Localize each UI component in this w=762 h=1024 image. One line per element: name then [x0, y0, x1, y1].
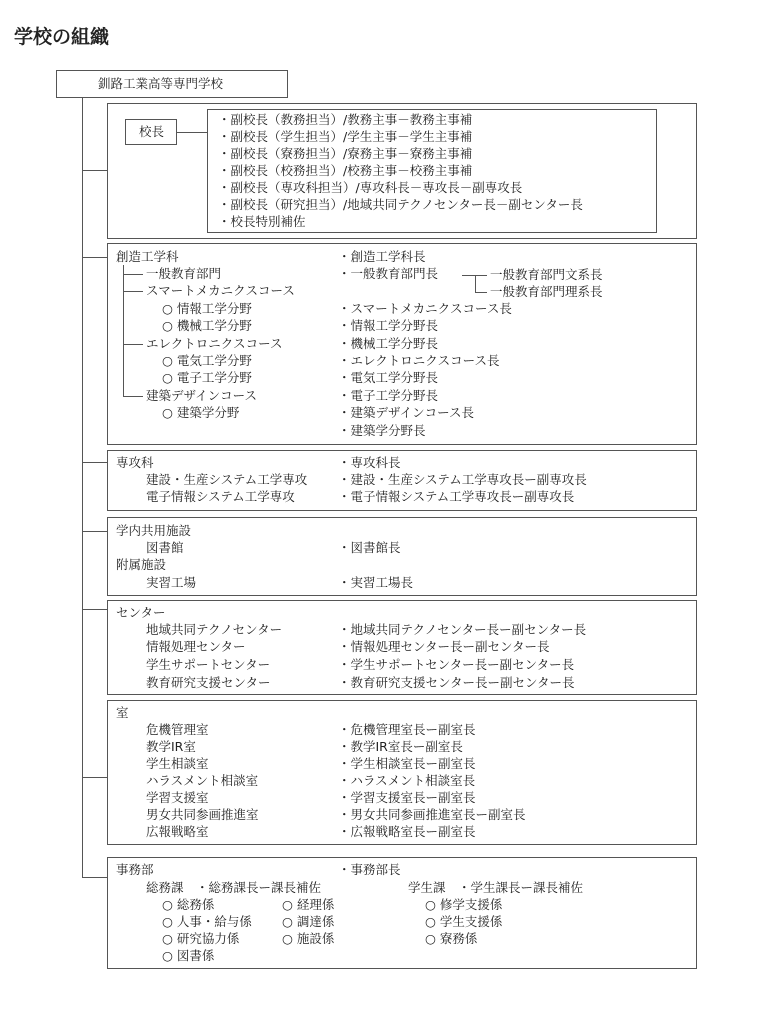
branch-facilities: [82, 531, 107, 532]
sub-connector: [475, 292, 487, 293]
facilities-right-item: ・図書館長: [338, 540, 401, 555]
rooms-right-item: ・広報戦略室長ー副室長: [338, 824, 476, 839]
general-section-item: ○ 総務係: [162, 897, 215, 912]
rooms-right-item: ・学生相談室長ー副室長: [338, 756, 476, 771]
creative-head: 創造工学科: [116, 249, 179, 264]
principal-item: ・副校長（寮務担当）/寮務主事－寮務主事補: [218, 146, 473, 161]
rooms-left-item: 危機管理室: [146, 722, 209, 737]
general-section-item: ○ 経理係: [282, 897, 335, 912]
creative-left-item: エレクトロニクスコース: [146, 336, 283, 351]
creative-left-item: ○ 機械工学分野: [162, 318, 252, 333]
facilities-right-item: ・実習工場長: [338, 575, 414, 590]
trunk-line: [82, 98, 83, 878]
advanced-head: 専攻科: [116, 455, 154, 470]
sub-connector-v: [475, 275, 476, 292]
rooms-left-item: 男女共同参画推進室: [146, 807, 259, 822]
branch-creative: [82, 257, 107, 258]
centers-left-item: 教育研究支援センター: [146, 675, 271, 690]
student-section-item: ○ 学生支援係: [425, 914, 503, 929]
tree-branch: [123, 291, 143, 292]
branch-advanced: [82, 462, 107, 463]
centers-right-item: ・地域共同テクノセンター長ー副センター長: [338, 622, 587, 637]
principal-item: ・校長特別補佐: [218, 214, 306, 229]
centers-left-item: 学生サポートセンター: [146, 657, 271, 672]
branch-rooms: [82, 777, 107, 778]
principal-connector: [177, 132, 207, 133]
creative-left-item: スマートメカニクスコース: [146, 283, 295, 298]
creative-right-item: ・電子工学分野長: [338, 388, 439, 403]
branch-centers: [82, 609, 107, 610]
creative-right-item: ・一般教育部門長: [338, 266, 439, 281]
creative-right-item: ・建築学分野長: [338, 423, 426, 438]
rooms-left-item: 学習支援室: [146, 790, 209, 805]
office-head: 事務部: [116, 862, 154, 877]
rooms-right-item: ・危機管理室長ー副室長: [338, 722, 476, 737]
creative-left-item: 一般教育部門: [146, 266, 222, 281]
general-affairs-line: 総務課 ・総務課長ー課長補佐: [146, 880, 322, 895]
tree-branch: [123, 344, 143, 345]
creative-right-item: ・建築デザインコース長: [338, 405, 475, 420]
page-title: 学校の組織: [14, 26, 110, 48]
advanced-left-item: 建設・生産システム工学専攻: [146, 472, 308, 487]
creative-right-item: ・情報工学分野長: [338, 318, 439, 333]
general-section-item: ○ 人事・給与係: [162, 914, 252, 929]
creative-left-item: 建築デザインコース: [146, 388, 258, 403]
rooms-right-item: ・ハラスメント相談室長: [338, 773, 476, 788]
branch-principal: [82, 170, 107, 171]
creative-right-item: ・エレクトロニクスコース長: [338, 353, 500, 368]
branch-office: [82, 877, 107, 878]
rooms-left-item: 学生相談室: [146, 756, 209, 771]
facilities-head: 学内共用施設: [116, 523, 192, 538]
creative-right-item: ・スマートメカニクスコース長: [338, 301, 512, 316]
general-section-item: ○ 施設係: [282, 931, 335, 946]
general-section-item: ○ 図書係: [162, 948, 215, 963]
principal-item: ・副校長（学生担当）/学生主事－学生主事補: [218, 129, 473, 144]
rooms-right-item: ・教学IR室長ー副室長: [338, 739, 463, 754]
general-section-item: ○ 研究協力係: [162, 931, 240, 946]
principal-label: 校長: [139, 124, 165, 139]
rooms-right-item: ・男女共同参画推進室長ー副室長: [338, 807, 526, 822]
centers-right-item: ・教育研究支援センター長ー副センター長: [338, 675, 575, 690]
student-affairs-line: 学生課 ・学生課長ー課長補佐: [408, 880, 584, 895]
rooms-head: 室: [116, 705, 129, 720]
rooms-left-item: ハラスメント相談室: [146, 773, 259, 788]
student-section-item: ○ 寮務係: [425, 931, 478, 946]
principal-item: ・副校長（教務担当）/教務主事－教務主事補: [218, 112, 473, 127]
creative-sub-item: 一般教育部門文系長: [490, 267, 603, 282]
advanced-right-item: ・電子情報システム工学専攻長ー副専攻長: [338, 489, 575, 504]
creative-right-item: ・機械工学分野長: [338, 336, 439, 351]
facilities-item: 実習工場: [146, 575, 197, 590]
creative-right-item: ・創造工学科長: [338, 249, 426, 264]
creative-right-item: ・電気工学分野長: [338, 370, 439, 385]
tree-branch: [123, 274, 143, 275]
school-name: 釧路工業高等専門学校: [98, 76, 224, 91]
centers-right-item: ・学生サポートセンター長ー副センター長: [338, 657, 575, 672]
office-head-right: ・事務部長: [338, 862, 401, 877]
advanced-left-item: 電子情報システム工学専攻: [146, 489, 295, 504]
advanced-right-item: ・専攻科長: [338, 455, 401, 470]
creative-left-item: ○ 電気工学分野: [162, 353, 252, 368]
facilities-item: 図書館: [146, 540, 184, 555]
centers-head: センター: [116, 605, 166, 620]
student-section-item: ○ 修学支援係: [425, 897, 503, 912]
creative-left-item: ○ 情報工学分野: [162, 301, 252, 316]
centers-right-item: ・情報処理センター長ー副センター長: [338, 639, 550, 654]
facilities-head: 附属施設: [116, 557, 167, 572]
principal-item: ・副校長（校務担当）/校務主事－校務主事補: [218, 163, 473, 178]
tree-branch: [123, 396, 143, 397]
centers-left-item: 地域共同テクノセンター: [146, 622, 283, 637]
creative-sub-item: 一般教育部門理系長: [490, 284, 603, 299]
rooms-left-item: 広報戦略室: [146, 824, 209, 839]
rooms-left-item: 教学IR室: [146, 739, 196, 754]
rooms-right-item: ・学習支援室長ー副室長: [338, 790, 476, 805]
creative-left-item: ○ 建築学分野: [162, 405, 240, 420]
principal-item: ・副校長（研究担当）/地域共同テクノセンター長－副センター長: [218, 197, 583, 212]
creative-left-item: ○ 電子工学分野: [162, 370, 252, 385]
principal-item: ・副校長（専攻科担当）/専攻科長－専攻長－副専攻長: [218, 180, 523, 195]
creative-tree-line: [123, 265, 124, 396]
advanced-right-item: ・建設・生産システム工学専攻長ー副専攻長: [338, 472, 587, 487]
general-section-item: ○ 調達係: [282, 914, 335, 929]
centers-left-item: 情報処理センター: [146, 639, 246, 654]
